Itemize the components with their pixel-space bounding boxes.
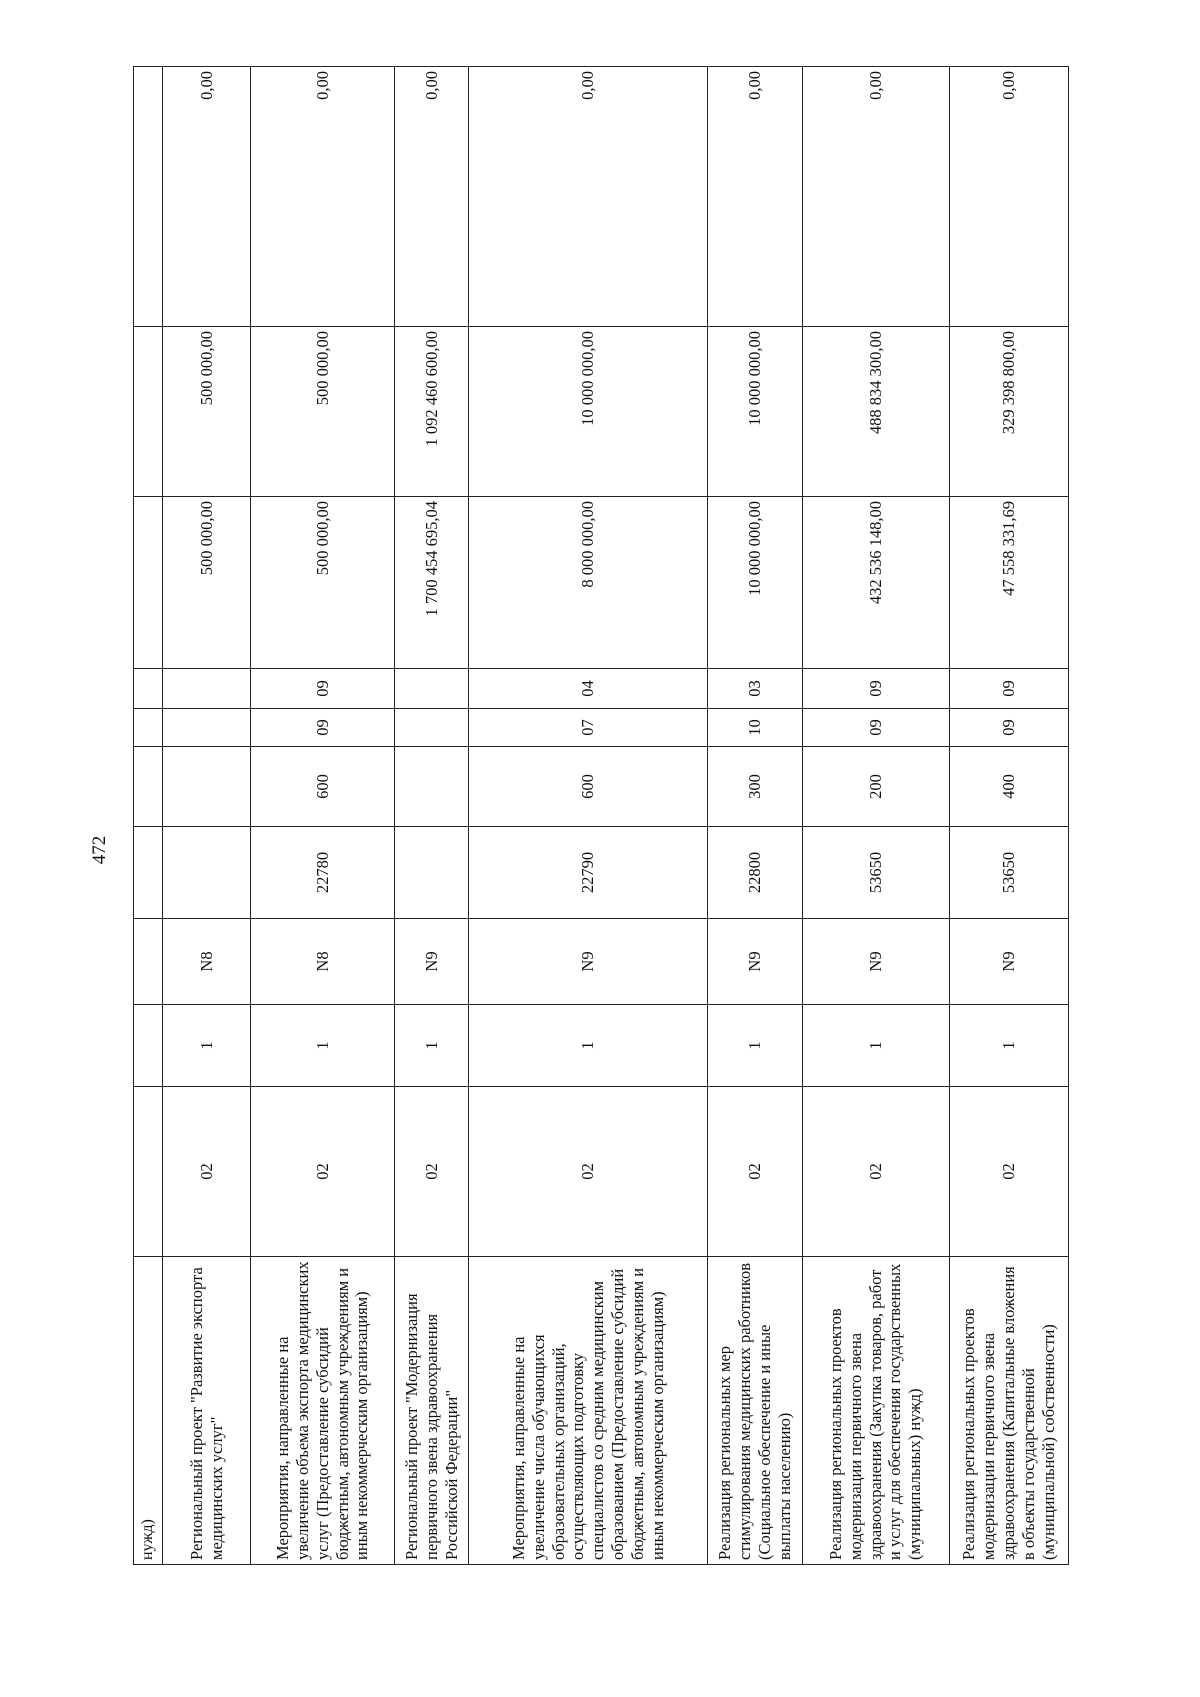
code-4: 22790 xyxy=(469,827,708,919)
amount-3: 0,00 xyxy=(707,67,802,327)
code-7: 09 xyxy=(251,669,395,709)
amount-3: 0,00 xyxy=(802,67,949,327)
continued-row xyxy=(134,67,163,1565)
code-7: 09 xyxy=(802,669,949,709)
code-2: 1 xyxy=(802,1005,949,1087)
code-3: N9 xyxy=(469,919,708,1005)
code-1: 02 xyxy=(251,1087,395,1257)
amount-3: 0,00 xyxy=(162,67,250,327)
code-1: 02 xyxy=(395,1087,469,1257)
amount-3: 0,00 xyxy=(395,67,469,327)
code-7: 03 xyxy=(707,669,802,709)
code-7 xyxy=(395,669,469,709)
code-5: 600 xyxy=(251,747,395,827)
amount-1: 500 000,00 xyxy=(251,497,395,669)
code-1: 02 xyxy=(949,1087,1068,1257)
rotated-table-wrapper xyxy=(133,67,1069,1565)
table-row xyxy=(949,67,1068,1565)
code-6: 07 xyxy=(469,709,708,747)
amount-1: 432 536 148,00 xyxy=(802,497,949,669)
code-6: 09 xyxy=(802,709,949,747)
table-row xyxy=(251,67,395,1565)
code-6: 10 xyxy=(707,709,802,747)
row-name: Реализация региональных проектов модернизации первичного звена здравоохранения (Капитальные вложения в объекты государственной (муниципальной) собственности) xyxy=(949,1257,1068,1565)
code-3: N9 xyxy=(949,919,1068,1005)
table-row xyxy=(162,67,250,1565)
page-number: 472 xyxy=(89,835,110,865)
table-row xyxy=(802,67,949,1565)
code-6: 09 xyxy=(949,709,1068,747)
row-name: Мероприятия, направленные на увеличение объема экспорта медицинских услуг (Предоставление субсидий бюджетным, автономным учреждениям и иным некоммерческим организациям) xyxy=(251,1257,395,1565)
amount-3: 0,00 xyxy=(469,67,708,327)
code-2: 1 xyxy=(469,1005,708,1087)
table-row xyxy=(469,67,708,1565)
code-3: N8 xyxy=(162,919,250,1005)
row-name: Региональный проект "Развитие экспорта медицинских услуг" xyxy=(162,1257,250,1565)
code-5: 600 xyxy=(469,747,708,827)
table-row xyxy=(395,67,469,1565)
amount-1: 8 000 000,00 xyxy=(469,497,708,669)
code-5: 400 xyxy=(949,747,1068,827)
code-4: 53650 xyxy=(949,827,1068,919)
amount-2: 500 000,00 xyxy=(162,327,250,497)
amount-2: 329 398 800,00 xyxy=(949,327,1068,497)
code-7: 09 xyxy=(949,669,1068,709)
code-6 xyxy=(395,709,469,747)
amount-2: 1 092 460 600,00 xyxy=(395,327,469,497)
row-name: Региональный проект "Модернизация первичного звена здравоохранения Российской Федерации" xyxy=(395,1257,469,1565)
code-7 xyxy=(162,669,250,709)
code-6: 09 xyxy=(251,709,395,747)
amount-1: 47 558 331,69 xyxy=(949,497,1068,669)
code-2: 1 xyxy=(162,1005,250,1087)
amount-2: 10 000 000,00 xyxy=(707,327,802,497)
code-2: 1 xyxy=(949,1005,1068,1087)
code-3: N9 xyxy=(395,919,469,1005)
row-name: Реализация региональных проектов модернизации первичного звена здравоохранения (Закупка товаров, работ и услуг для обеспечения государственных (муниципальных) нужд) xyxy=(802,1257,949,1565)
code-1: 02 xyxy=(802,1087,949,1257)
code-5: 200 xyxy=(802,747,949,827)
code-2: 1 xyxy=(395,1005,469,1087)
amount-1: 500 000,00 xyxy=(162,497,250,669)
code-2: 1 xyxy=(251,1005,395,1087)
code-1: 02 xyxy=(707,1087,802,1257)
code-3: N9 xyxy=(707,919,802,1005)
code-5: 300 xyxy=(707,747,802,827)
amount-2: 10 000 000,00 xyxy=(469,327,708,497)
code-5 xyxy=(395,747,469,827)
code-4: 22800 xyxy=(707,827,802,919)
amount-3: 0,00 xyxy=(949,67,1068,327)
amount-1: 10 000 000,00 xyxy=(707,497,802,669)
code-3: N9 xyxy=(802,919,949,1005)
code-5 xyxy=(162,747,250,827)
code-1: 02 xyxy=(162,1087,250,1257)
amount-2: 500 000,00 xyxy=(251,327,395,497)
code-1: 02 xyxy=(469,1087,708,1257)
code-4: 53650 xyxy=(802,827,949,919)
row-name: Реализация региональных мер стимулирования медицинских работников (Социальное обеспечение и иные выплаты населению) xyxy=(707,1257,802,1565)
code-4: 22780 xyxy=(251,827,395,919)
amount-1: 1 700 454 695,04 xyxy=(395,497,469,669)
code-3: N8 xyxy=(251,919,395,1005)
amount-2: 488 834 300,00 xyxy=(802,327,949,497)
table-row xyxy=(707,67,802,1565)
code-6 xyxy=(162,709,250,747)
code-7: 04 xyxy=(469,669,708,709)
row-name: Мероприятия, направленные на увеличение числа обучающихся образовательных организаций, осуществляющих подготовку специалистов со средним медицинским образованием (Предоставление субсидий бюджетным, автономным учреждениям и иным некоммерческим организациям) xyxy=(469,1257,708,1565)
code-4 xyxy=(395,827,469,919)
continued-text: нужд) xyxy=(134,1257,163,1565)
amount-3: 0,00 xyxy=(251,67,395,327)
code-2: 1 xyxy=(707,1005,802,1087)
budget-table xyxy=(133,66,1069,1565)
code-4 xyxy=(162,827,250,919)
